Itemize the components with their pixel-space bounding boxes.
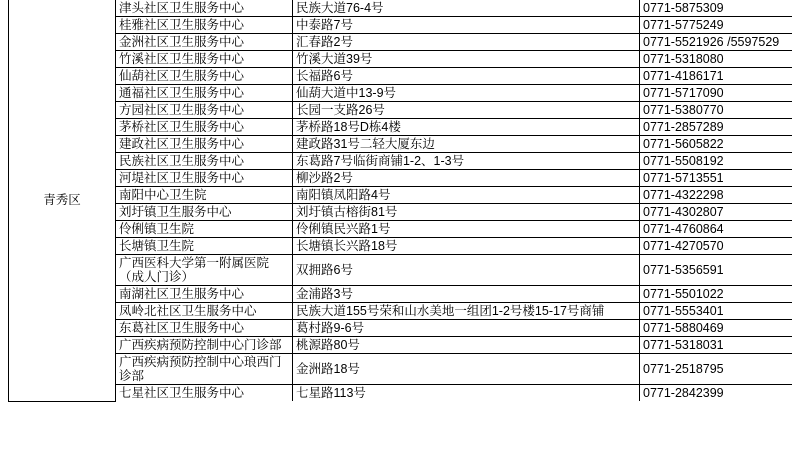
- table-row: [9, 17, 792, 34]
- facility-table: [8, 0, 792, 402]
- facility-phone: 0771-5380770: [640, 102, 792, 119]
- facility-phone: 0771-4302807: [640, 204, 792, 221]
- facility-name: 凤岭北社区卫生服务中心: [116, 303, 293, 320]
- table-row: [9, 68, 792, 85]
- table-row: [9, 85, 792, 102]
- facility-name: 通福社区卫生服务中心: [116, 85, 293, 102]
- table-row: [9, 303, 792, 320]
- facility-address: 长园一支路26号: [293, 102, 640, 119]
- table-row: [9, 187, 792, 204]
- facility-table-body: [9, 0, 792, 401]
- facility-phone: 0771-5501022: [640, 286, 792, 303]
- facility-phone: 0771-5880469: [640, 320, 792, 337]
- facility-name: 东葛社区卫生服务中心: [116, 320, 293, 337]
- table-row: [9, 51, 792, 68]
- table-row: [9, 170, 792, 187]
- table-row: [9, 204, 792, 221]
- facility-name: 茅桥社区卫生服务中心: [116, 119, 293, 136]
- table-row: [9, 0, 792, 17]
- facility-name: 广西疾病预防控制中心琅西门诊部: [116, 354, 293, 385]
- table-row: [9, 153, 792, 170]
- facility-name: 建政社区卫生服务中心: [116, 136, 293, 153]
- facility-address: 南阳镇凤阳路4号: [293, 187, 640, 204]
- facility-name: 桂雅社区卫生服务中心: [116, 17, 293, 34]
- facility-phone: 0771-5775249: [640, 17, 792, 34]
- facility-address: 金洲路18号: [293, 354, 640, 385]
- facility-name: 南湖社区卫生服务中心: [116, 286, 293, 303]
- facility-address: 建政路31号二轻大厦东边: [293, 136, 640, 153]
- facility-address: 双拥路6号: [293, 255, 640, 286]
- facility-address: 茅桥路18号D栋4楼: [293, 119, 640, 136]
- facility-phone: 0771-5318080: [640, 51, 792, 68]
- facility-name: 金洲社区卫生服务中心: [116, 34, 293, 51]
- table-row: [9, 238, 792, 255]
- facility-address: 桃源路80号: [293, 337, 640, 354]
- facility-name: 广西疾病预防控制中心门诊部: [116, 337, 293, 354]
- facility-phone: 0771-4322298: [640, 187, 792, 204]
- facility-address: 民族大道76-4号: [293, 0, 640, 17]
- facility-address: 柳沙路2号: [293, 170, 640, 187]
- facility-address: 中泰路7号: [293, 17, 640, 34]
- facility-name: 民族社区卫生服务中心: [116, 153, 293, 170]
- facility-name: 方园社区卫生服务中心: [116, 102, 293, 119]
- facility-name: 竹溪社区卫生服务中心: [116, 51, 293, 68]
- facility-phone: 0771-2518795: [640, 354, 792, 385]
- facility-phone: 0771-5356591: [640, 255, 792, 286]
- facility-address: 仙葫大道中13-9号: [293, 85, 640, 102]
- facility-phone: 0771-5717090: [640, 85, 792, 102]
- facility-address: 汇春路2号: [293, 34, 640, 51]
- table-row: [9, 119, 792, 136]
- facility-phone: 0771-5605822: [640, 136, 792, 153]
- facility-phone: 0771-5508192: [640, 153, 792, 170]
- facility-address: 金浦路3号: [293, 286, 640, 303]
- facility-address: 长福路6号: [293, 68, 640, 85]
- facility-address: 民族大道155号荣和山水美地一组团1-2号楼15-17号商铺: [293, 303, 640, 320]
- facility-phone: 0771-4270570: [640, 238, 792, 255]
- facility-name: 七星社区卫生服务中心: [116, 385, 293, 402]
- table-row: [9, 354, 792, 385]
- facility-name: 仙葫社区卫生服务中心: [116, 68, 293, 85]
- table-row: [9, 221, 792, 238]
- facility-address: 东葛路7号临街商铺1-2、1-3号: [293, 153, 640, 170]
- table-row: [9, 136, 792, 153]
- table-row: [9, 385, 792, 402]
- facility-name: 南阳中心卫生院: [116, 187, 293, 204]
- district-cell: 青秀区: [9, 0, 116, 401]
- table-row: [9, 337, 792, 354]
- facility-address: 竹溪大道39号: [293, 51, 640, 68]
- facility-phone: 0771-2857289: [640, 119, 792, 136]
- facility-address: 伶俐镇民兴路1号: [293, 221, 640, 238]
- facility-phone: 0771-4186171: [640, 68, 792, 85]
- facility-phone: 0771-5521926 /5597529: [640, 34, 792, 51]
- facility-name: 河堤社区卫生服务中心: [116, 170, 293, 187]
- facility-name: 广西医科大学第一附属医院（成人门诊）: [116, 255, 293, 286]
- table-row: [9, 286, 792, 303]
- table-row: [9, 34, 792, 51]
- facility-phone: 0771-5875309: [640, 0, 792, 17]
- facility-name: 刘圩镇卫生服务中心: [116, 204, 293, 221]
- facility-phone: 0771-4760864: [640, 221, 792, 238]
- facility-name: 津头社区卫生服务中心: [116, 0, 293, 17]
- facility-address: 刘圩镇古榕街81号: [293, 204, 640, 221]
- facility-phone: 0771-5318031: [640, 337, 792, 354]
- facility-phone: 0771-5553401: [640, 303, 792, 320]
- facility-address: 葛村路9-6号: [293, 320, 640, 337]
- facility-address: 七星路113号: [293, 385, 640, 402]
- facility-phone: 0771-5713551: [640, 170, 792, 187]
- facility-name: 伶俐镇卫生院: [116, 221, 293, 238]
- facility-name: 长塘镇卫生院: [116, 238, 293, 255]
- table-row: [9, 320, 792, 337]
- facility-address: 长塘镇长兴路18号: [293, 238, 640, 255]
- table-row: [9, 255, 792, 286]
- facility-phone: 0771-2842399: [640, 385, 792, 402]
- table-row: [9, 102, 792, 119]
